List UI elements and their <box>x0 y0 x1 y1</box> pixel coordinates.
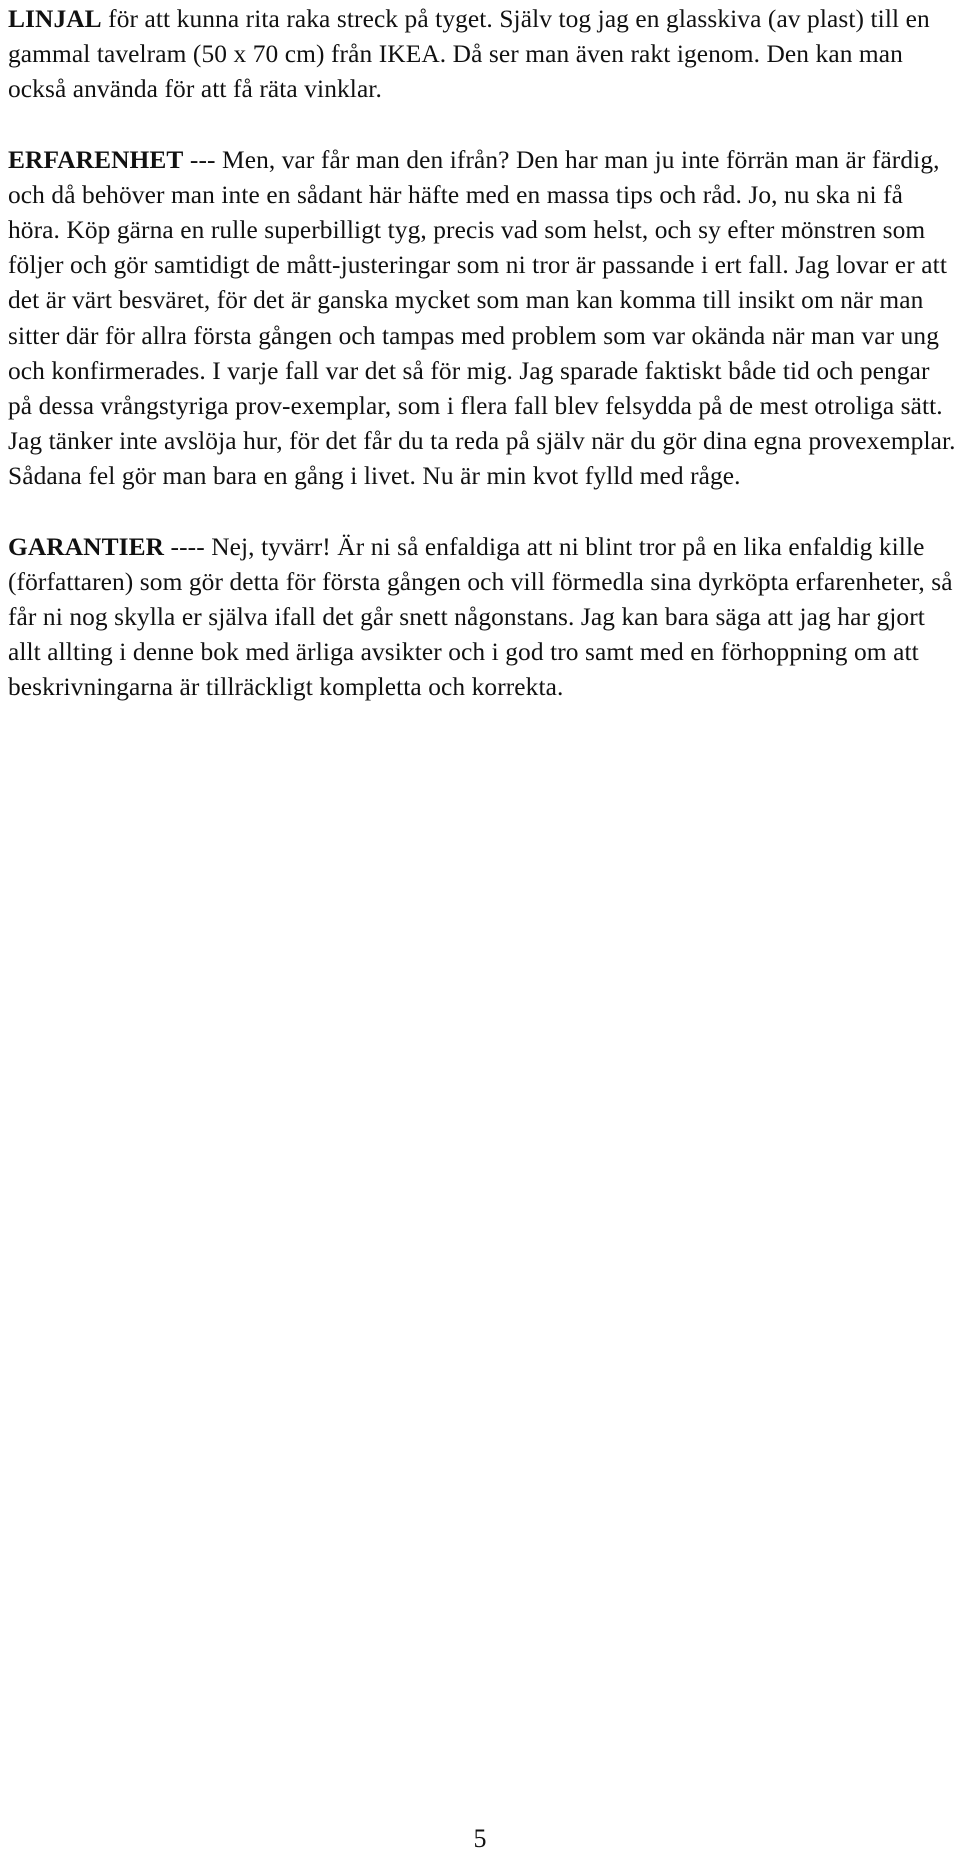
paragraph-linjal-text: för att kunna rita raka streck på tyget. Själv tog jag en glasskiva (av plast) till en gammal tavelram (50 x 70 cm) från IKEA. Då ser man även rakt igenom. Den kan man också använda för att få räta vinklar. <box>8 5 930 104</box>
term-garantier: GARANTIER <box>8 532 165 561</box>
paragraph-garantier-text: ---- Nej, tyvärr! Är ni så enfaldiga att ni blint tror på en lika enfaldig kille (författaren) som gör detta för första gången och vill förmedla sina dyrköpta erfarenheter, så får ni nog skylla er själva ifall det går snett någonstans. Jag kan bara säga att jag har gjort allt allting i denne bok med ärliga avsikter och i god tro samt med en förhoppning om att beskrivningarna är tillräckligt kompletta och korrekta. <box>8 532 953 702</box>
paragraph-erfarenhet-text: --- Men, var får man den ifrån? Den har man ju inte förrän man är färdig, och då behöver man inte en sådant här häfte med en massa tips och råd. Jo, nu ska ni få höra. Köp gärna en rulle superbilligt tyg, precis vad som helst, och sy efter mönstren som följer och gör samtidigt de mått-justeringar som ni tror är passande i ert fall. Jag lovar er att det är värt besväret, för det är ganska mycket som man kan komma till insikt om när man sitter där för allra första gången och tampas med problem som var okända när man var ung och konfirmerades. I varje fall var det så för mig. Jag sparade faktiskt både tid och pengar på dessa vrångstyriga prov-exemplar, som i flera fall blev felsydda på de mest otroliga sätt. Jag tänker inte avslöja hur, för det får du ta reda på själv när du gör dina egna provexemplar. Sådana fel gör man bara en gång i livet. Nu är min kvot fylld med råge. <box>8 145 956 491</box>
body-text <box>8 2 960 706</box>
paragraph-linjal <box>8 2 960 108</box>
term-linjal: LINJAL <box>8 5 102 33</box>
paragraph-garantier <box>8 530 960 706</box>
paragraph-erfarenhet <box>8 143 960 495</box>
page-number: 5 <box>473 1824 487 1853</box>
term-erfarenhet: ERFARENHET <box>8 145 184 174</box>
